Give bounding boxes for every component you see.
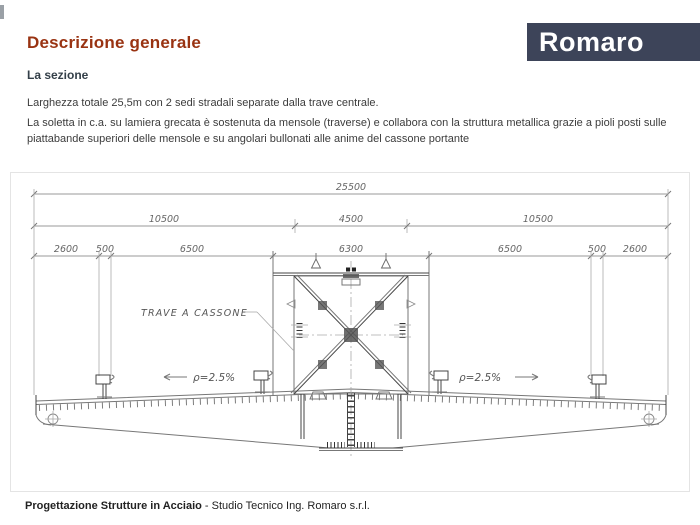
dim-10500-right: 10500 (522, 214, 554, 225)
bottom-flange (319, 445, 403, 451)
dim-6500-left: 6500 (179, 244, 205, 255)
corner-notch (0, 5, 4, 19)
guardrail-post (430, 371, 448, 394)
guardrail-post (254, 371, 272, 394)
romaro-logo: Romaro (527, 23, 700, 61)
cross-section-drawing (10, 172, 690, 492)
girder-callout (141, 308, 294, 351)
dim-6300: 6300 (338, 244, 364, 255)
guardrail-post (588, 375, 606, 399)
section-subtitle: La sezione (27, 68, 89, 82)
dim-25500: 25500 (335, 182, 367, 193)
dim-2600-left: 2600 (53, 244, 79, 255)
slope-left-text: ρ=2.5% (193, 372, 236, 384)
footer-rest: - Studio Tecnico Ing. Romaro s.r.l. (201, 500, 370, 512)
dim-500-right: 500 (587, 244, 607, 255)
dim-6500-right: 6500 (497, 244, 523, 255)
description-text (27, 96, 679, 152)
dimension-row-2 (31, 214, 671, 233)
footer (25, 500, 370, 512)
girder-label: TRAVE A CASSONE (141, 308, 248, 319)
dim-500-left: 500 (95, 244, 115, 255)
description-line-2: La soletta in c.a. su lamiera grecata è sostenuta da mensole (traverse) e collabora con la struttura metallica grazie a pioli posti sulle piattabande superiori delle mensole e su angolari bullonati alle anime del cassone portante (27, 117, 667, 145)
dimension-row-3 (31, 244, 671, 259)
slope-right-text: ρ=2.5% (459, 372, 502, 384)
dimension-row-total (31, 182, 671, 197)
description-line-1: Larghezza totale 25,5m con 2 sedi stradali separate dalla trave centrale. (27, 97, 379, 109)
footer-bold: Progettazione Strutture in Acciaio (25, 500, 202, 512)
dim-4500: 4500 (338, 214, 364, 225)
slope-label-right (459, 372, 538, 384)
box-girder (273, 251, 429, 459)
dim-2600-right: 2600 (622, 244, 648, 255)
dim-10500-left: 10500 (148, 214, 180, 225)
slope-label-left (164, 372, 235, 384)
page-title: Descrizione generale (27, 33, 202, 52)
guardrail-post (96, 375, 114, 399)
bridge-cross-section-svg (11, 173, 689, 491)
